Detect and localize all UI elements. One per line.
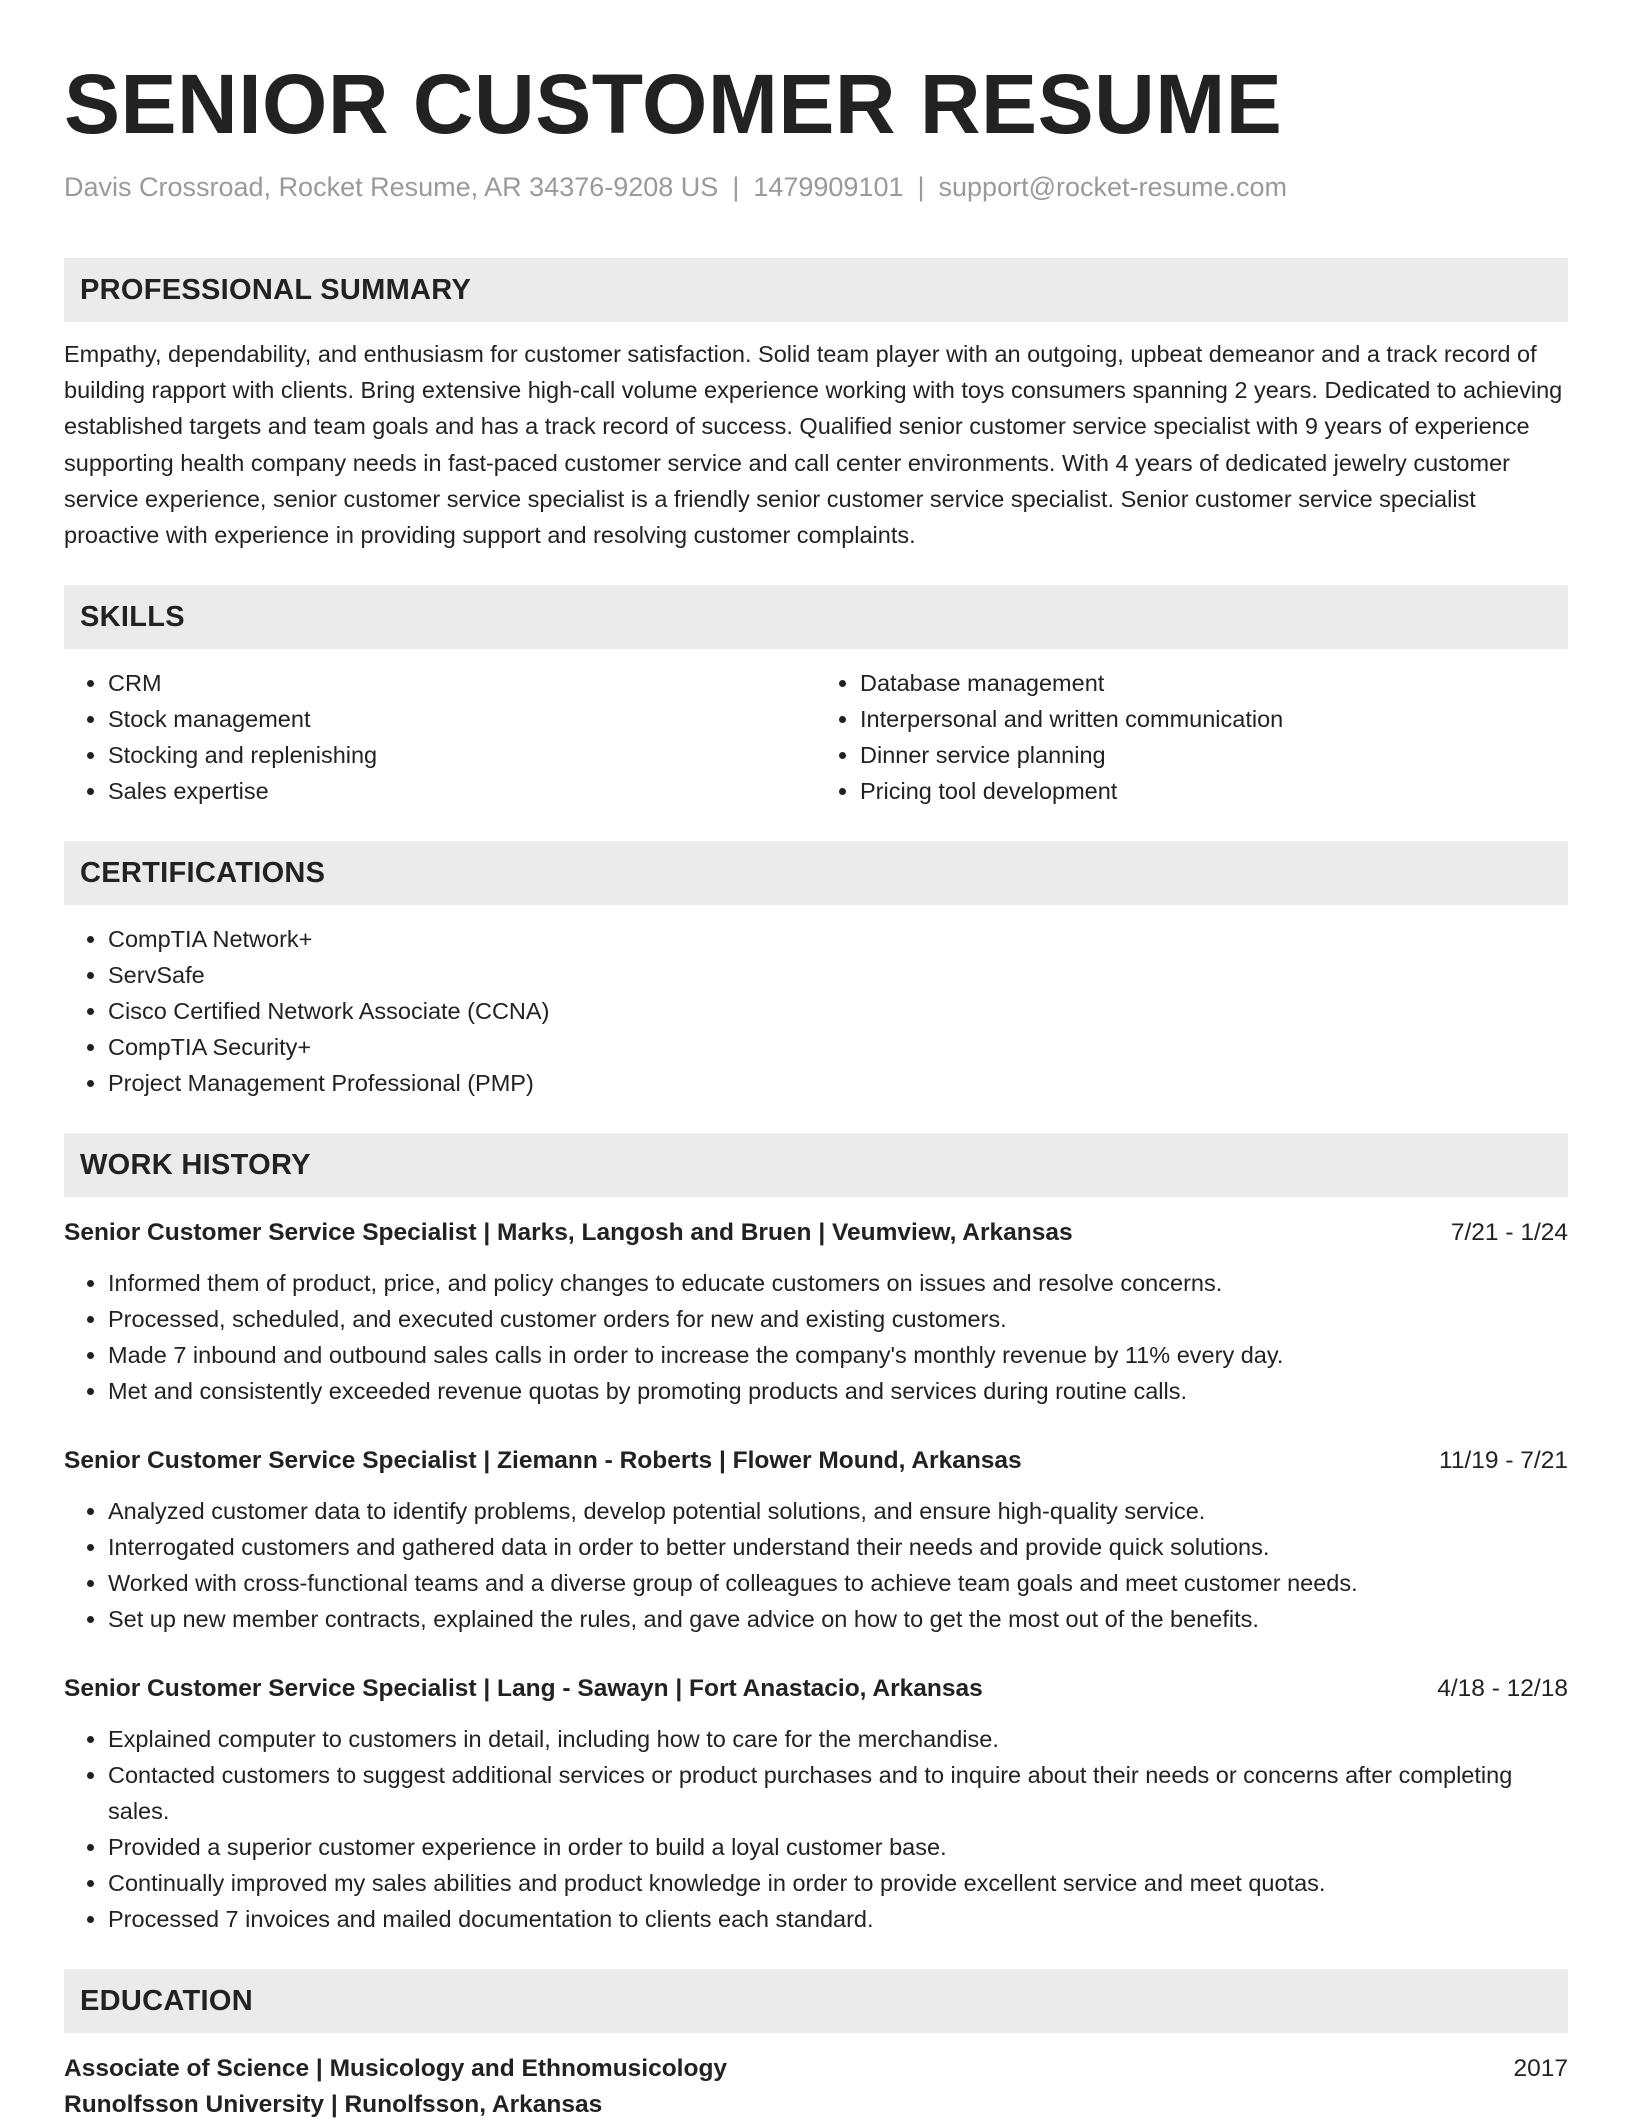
resume-title: SENIOR CUSTOMER RESUME (64, 57, 1283, 151)
contact-line (64, 170, 1568, 204)
certifications-list (64, 921, 1568, 1101)
education-degree: Associate of Science | Musicology and Ethnomusicology (64, 2055, 728, 2083)
job-dates: 7/21 - 1/24 (1450, 1219, 1568, 1247)
job-dates: 4/18 - 12/18 (1437, 1675, 1568, 1703)
skill-item: • Database management (860, 665, 1568, 701)
job-header (64, 1673, 1568, 1705)
certifications-heading: CERTIFICATIONS (64, 841, 1568, 905)
skills-grid (64, 665, 1568, 809)
job-bullets (64, 1493, 1568, 1637)
job-bullet: • Continually improved my sales abilities and product knowledge in order to provide excellent service and meet quotas. (108, 1865, 1568, 1901)
certification-item: • CompTIA Network+ (108, 921, 1568, 957)
job-bullets (64, 1265, 1568, 1409)
skill-item: • Dinner service planning (860, 737, 1568, 773)
job-bullet: • Processed 7 invoices and mailed documentation to clients each standard. (108, 1901, 1568, 1937)
certification-item: • Project Management Professional (PMP) (108, 1065, 1568, 1101)
job-bullet: • Made 7 inbound and outbound sales calls in order to increase the company's monthly revenue by 11% every day. (108, 1337, 1568, 1373)
job-entry (64, 1445, 1568, 1637)
job-bullet: • Informed them of product, price, and policy changes to educate customers on issues and resolve concerns. (108, 1265, 1568, 1301)
skills-heading: SKILLS (64, 585, 1568, 649)
contact-email: support@rocket-resume.com (938, 172, 1288, 202)
certification-item: • ServSafe (108, 957, 1568, 993)
job-bullet: • Set up new member contracts, explained the rules, and gave advice on how to get the most out of the benefits. (108, 1601, 1568, 1637)
education-heading: EDUCATION (64, 1969, 1568, 2033)
job-header (64, 1217, 1568, 1249)
education-header (64, 2053, 1568, 2085)
skill-item: • Interpersonal and written communication (860, 701, 1568, 737)
job-entry (64, 1217, 1568, 1409)
skills-list-right (816, 665, 1568, 809)
summary-heading: PROFESSIONAL SUMMARY (64, 258, 1568, 322)
job-bullet: • Explained computer to customers in detail, including how to care for the merchandise. (108, 1721, 1568, 1757)
skill-item: • Pricing tool development (860, 773, 1568, 809)
contact-address: Davis Crossroad, Rocket Resume, AR 34376-9208 US (64, 172, 719, 202)
job-bullet: • Processed, scheduled, and executed customer orders for new and existing customers. (108, 1301, 1568, 1337)
resume-page (64, 0, 1568, 2121)
job-title: Senior Customer Service Specialist | Lang - Sawayn | Fort Anastacio, Arkansas (64, 1675, 983, 1703)
job-entry (64, 1673, 1568, 1937)
skill-item: • CRM (108, 665, 816, 701)
skill-item: • Sales expertise (108, 773, 816, 809)
job-dates: 11/19 - 7/21 (1439, 1447, 1568, 1475)
job-title: Senior Customer Service Specialist | Ziemann - Roberts | Flower Mound, Arkansas (64, 1447, 1022, 1475)
contact-separator: | (732, 172, 740, 202)
job-title: Senior Customer Service Specialist | Marks, Langosh and Bruen | Veumview, Arkansas (64, 1219, 1073, 1247)
contact-phone: 1479909101 (753, 172, 904, 202)
job-bullet: • Contacted customers to suggest additional services or product purchases and to inquire about their needs or concerns after completing sales. (108, 1757, 1568, 1829)
job-header (64, 1445, 1568, 1477)
certification-item: • Cisco Certified Network Associate (CCNA) (108, 993, 1568, 1029)
job-bullet: • Interrogated customers and gathered data in order to better understand their needs and provide quick solutions. (108, 1529, 1568, 1565)
summary-text: Empathy, dependability, and enthusiasm for customer satisfaction. Solid team player with an outgoing, upbeat demeanor and a track record of building rapport with clients. Bring extensive high-call volume experience working with toys consumers spanning 2 years. Dedicated to achieving established targets and team goals and has a track record of success. Qualified senior customer service specialist with 9 years of experience supporting health company needs in fast-paced customer service and call center environments. With 4 years of dedicated jewelry customer service experience, senior customer service specialist is a friendly senior customer service specialist. Senior customer service specialist proactive with experience in providing support and resolving customer complaints. (64, 341, 1563, 549)
education-entry (64, 2053, 1568, 2121)
certification-item: • CompTIA Security+ (108, 1029, 1568, 1065)
skills-list-left (64, 665, 816, 809)
skill-item: • Stock management (108, 701, 816, 737)
job-bullets (64, 1721, 1568, 1937)
job-bullet: • Met and consistently exceeded revenue quotas by promoting products and services during routine calls. (108, 1373, 1568, 1409)
job-bullet: • Analyzed customer data to identify problems, develop potential solutions, and ensure high-quality service. (108, 1493, 1568, 1529)
education-school: Runolfsson University | Runolfsson, Arkansas (64, 2091, 603, 2119)
job-bullet: • Provided a superior customer experience in order to build a loyal customer base. (108, 1829, 1568, 1865)
skill-item: • Stocking and replenishing (108, 737, 816, 773)
education-year: 2017 (1513, 2055, 1568, 2083)
job-bullet: • Worked with cross-functional teams and a diverse group of colleagues to achieve team goals and meet customer needs. (108, 1565, 1568, 1601)
contact-separator: | (917, 172, 925, 202)
work-history-heading: WORK HISTORY (64, 1133, 1568, 1197)
